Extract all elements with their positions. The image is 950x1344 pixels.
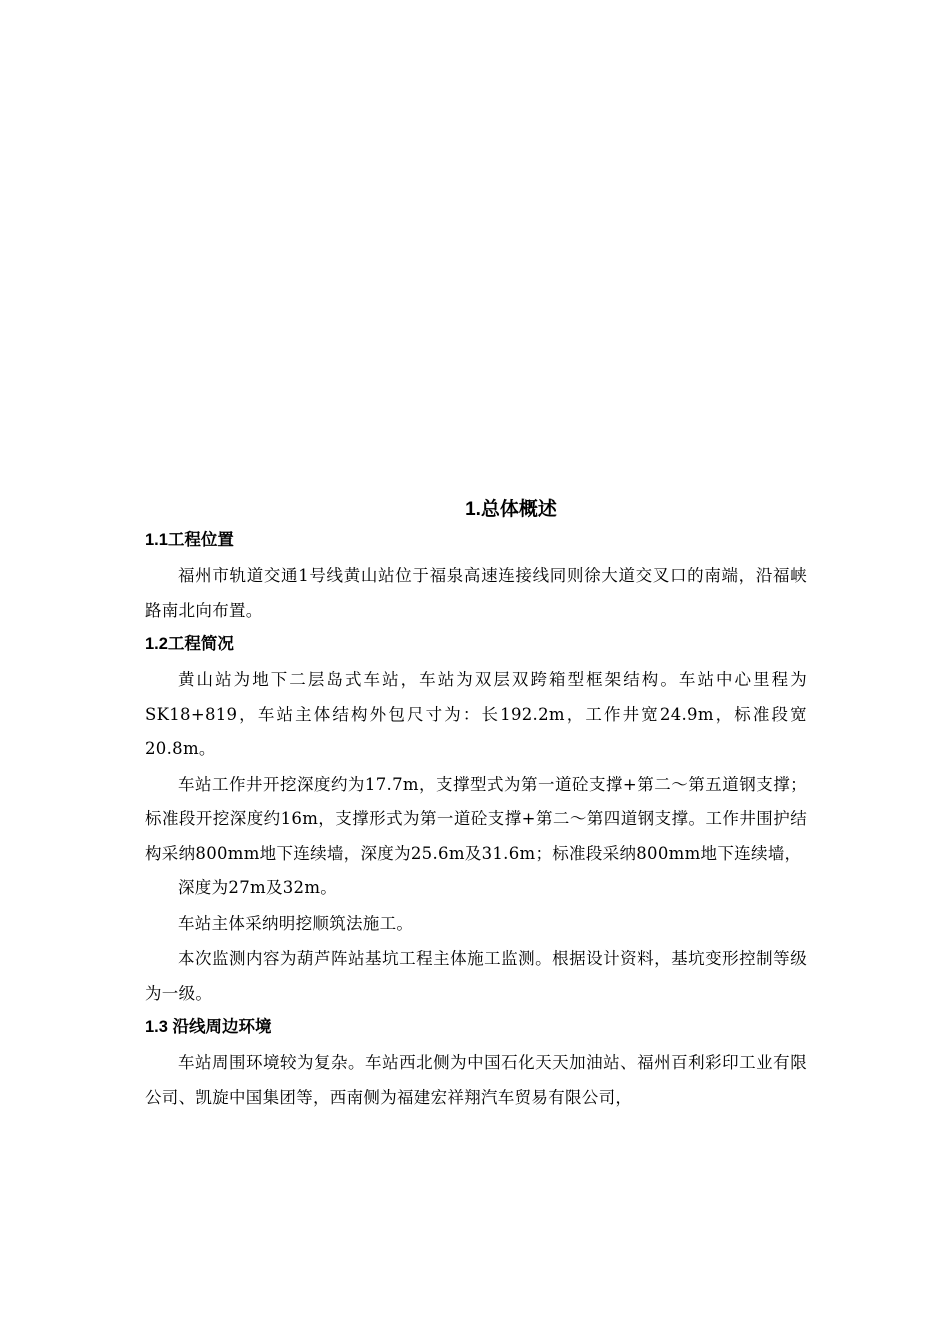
paragraph: 深度为27m及32m。 <box>178 878 338 897</box>
paragraph: 车站工作井开挖深度约为17.7m，支撑型式为第一道砼支撑+第二～第五道钢支撑；标准段开挖深度约16m，支撑形式为第一道砼支撑+第二～第四道钢支撑。工作井围护结构采纳800mm地下连续墙，深度为25.6m及31.6m；标准段采纳800mm地下连续墙， <box>145 774 807 863</box>
paragraph: 本次监测内容为葫芦阵站基坑工程主体施工监测。根据设计资料，基坑变形控制等级为一级。 <box>145 949 807 1003</box>
paragraph: 福州市轨道交通1号线黄山站位于福泉高速连接线同则徐大道交叉口的南端，沿福峡路南北向布置。 <box>145 566 807 620</box>
paragraph: 车站主体采纳明挖顺筑法施工。 <box>178 913 414 933</box>
section-heading-environment: 1.3 沿线周边环境 <box>145 1018 272 1036</box>
document-body <box>145 495 807 1116</box>
paragraph: 车站周围环境较为复杂。车站西北侧为中国石化天天加油站、福州百利彩印工业有限公司、凯旋中国集团等，西南侧为福建宏祥翔汽车贸易有限公司， <box>145 1053 807 1107</box>
section-heading-overview: 1.2工程简况 <box>145 635 234 653</box>
paragraph: 黄山站为地下二层岛式车站，车站为双层双跨箱型框架结构。车站中心里程为SK18+819，车站主体结构外包尺寸为：长192.2m，工作井宽24.9m，标准段宽20.8m。 <box>145 670 807 758</box>
chapter-title: 1.总体概述 <box>465 499 557 520</box>
section-heading-location: 1.1工程位置 <box>145 531 234 549</box>
